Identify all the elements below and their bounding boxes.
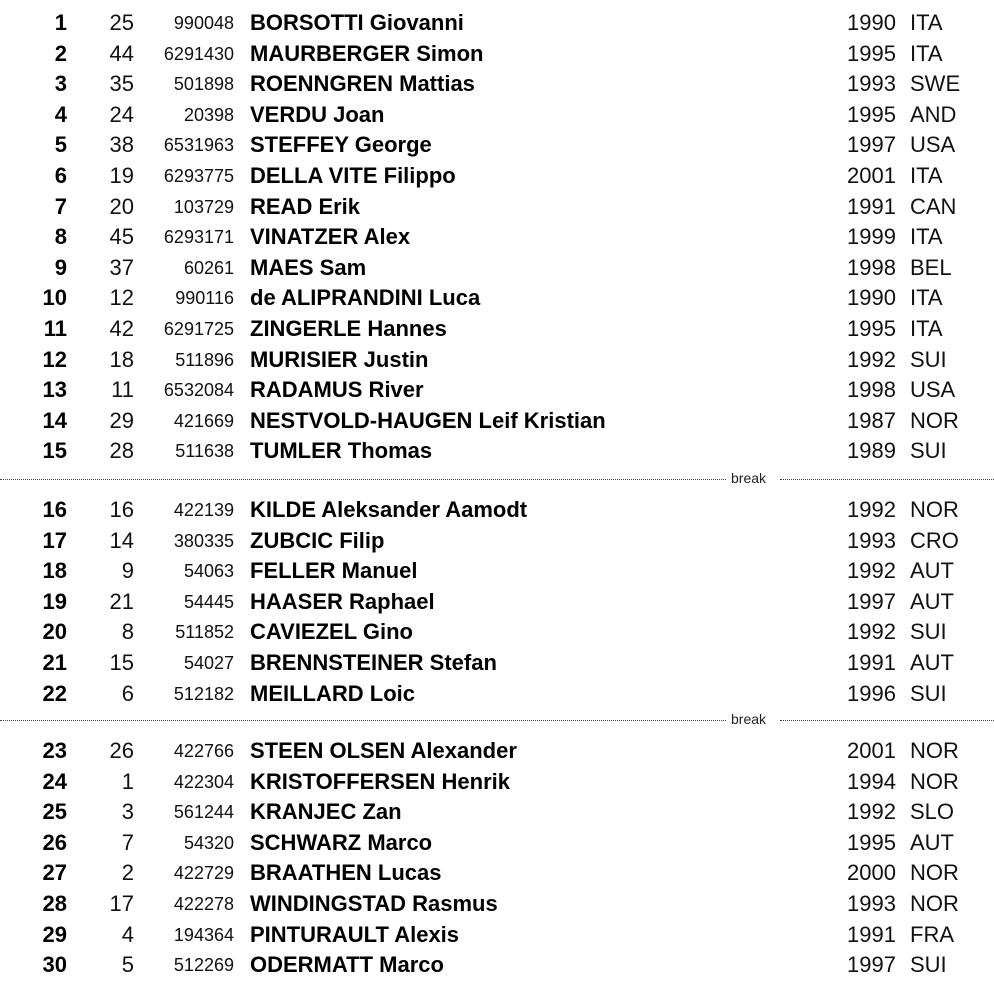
athlete-name: ROENNGREN Mattias [250, 71, 475, 97]
birth-year-cell: 1995 [847, 316, 896, 341]
fis-code-cell: 501898 [173, 74, 234, 95]
birth-year-cell: 1991 [847, 650, 896, 675]
athlete-name: KRISTOFFERSEN Henrik [250, 768, 510, 794]
birth-year-cell: 1990 [847, 10, 896, 35]
nation-cell: SUI [910, 438, 947, 464]
result-row [0, 69, 994, 99]
divider-line-right [780, 479, 994, 480]
fis-code-cell: 6291725 [163, 319, 234, 339]
athlete-name: FELLER Manuel [250, 558, 418, 584]
fis-code-cell: 422278 [173, 894, 234, 914]
bib-cell: 21 [109, 588, 134, 614]
bib-cell: 11 [111, 377, 134, 403]
bib-cell: 12 [109, 285, 134, 311]
result-row [0, 406, 994, 436]
result-row [0, 436, 994, 466]
rank-cell: 18 [42, 558, 67, 584]
result-row [0, 858, 994, 888]
rank-cell: 5 [54, 132, 67, 158]
birth-year-cell: 1992 [847, 619, 896, 645]
birth-year-cell: 1992 [847, 346, 896, 372]
fis-code-cell: 60261 [183, 257, 234, 278]
fis-code-cell: 6531963 [163, 135, 234, 156]
nation-cell: SUI [910, 619, 947, 645]
bib-cell: 9 [121, 558, 134, 584]
bib-cell: 20 [109, 193, 134, 219]
fis-code-cell: 422304 [173, 771, 234, 792]
nation-cell: SUI [910, 680, 947, 706]
break-divider [0, 472, 994, 486]
birth-year-cell: 1996 [847, 680, 896, 706]
nation-cell: CAN [910, 193, 957, 219]
athlete-name: MAES Sam [250, 254, 367, 280]
athlete-name: MURISIER Justin [250, 346, 429, 372]
birth-year-cell: 1997 [847, 952, 896, 978]
athlete-name: TUMLER Thomas [250, 438, 433, 464]
rank-cell: 8 [54, 224, 67, 250]
nation-cell: SWE [910, 71, 961, 97]
nation-cell: AUT [910, 588, 954, 614]
bib-cell: 37 [109, 254, 134, 280]
nation-cell: USA [910, 132, 956, 158]
athlete-name: BRAATHEN Lucas [250, 860, 442, 886]
result-row [0, 192, 994, 222]
result-row [0, 161, 994, 191]
result-row [0, 556, 994, 586]
bib-cell: 25 [109, 10, 134, 35]
result-row [0, 495, 994, 525]
rank-cell: 26 [42, 829, 67, 855]
athlete-name: VINATZER Alex [250, 224, 411, 250]
nation-cell: SLO [910, 799, 955, 825]
result-row [0, 679, 994, 709]
break-divider [0, 713, 994, 727]
birth-year-cell: 2001 [847, 163, 896, 188]
birth-year-cell: 1997 [847, 132, 896, 158]
fis-code-cell: 54063 [183, 561, 234, 582]
fis-code-cell: 990116 [175, 288, 234, 309]
birth-year-cell: 1987 [847, 407, 896, 433]
nation-cell: BEL [910, 254, 952, 280]
bib-cell: 29 [109, 407, 134, 433]
bib-cell: 16 [109, 497, 134, 522]
fis-code-cell: 511852 [175, 622, 234, 643]
bib-cell: 26 [109, 738, 134, 763]
fis-code-cell: 990048 [173, 13, 234, 33]
rank-cell: 13 [42, 377, 67, 403]
nation-cell: NOR [910, 407, 959, 433]
nation-cell: SUI [910, 952, 947, 978]
athlete-name: DELLA VITE Filippo [250, 163, 456, 188]
bib-cell: 7 [121, 829, 134, 855]
rank-cell: 27 [42, 860, 67, 886]
result-row [0, 283, 994, 313]
rank-cell: 21 [42, 650, 67, 675]
athlete-name: ZUBCIC Filip [250, 527, 385, 553]
fis-code-cell: 421669 [173, 410, 234, 431]
result-row [0, 526, 994, 556]
result-row [0, 828, 994, 858]
nation-cell: AUT [910, 650, 954, 675]
birth-year-cell: 1997 [847, 588, 896, 614]
rank-cell: 9 [54, 254, 67, 280]
nation-cell: ITA [910, 163, 943, 188]
bib-cell: 19 [109, 163, 134, 188]
athlete-name: MAURBERGER Simon [250, 40, 484, 66]
bib-cell: 24 [109, 101, 134, 127]
bib-cell: 45 [109, 224, 134, 250]
bib-cell: 6 [121, 680, 134, 706]
break-label: break [731, 470, 767, 486]
nation-cell: ITA [910, 316, 943, 341]
fis-code-cell: 54320 [183, 832, 234, 853]
fis-code-cell: 6293775 [163, 166, 234, 186]
bib-cell: 44 [109, 40, 134, 66]
birth-year-cell: 1995 [847, 829, 896, 855]
result-row [0, 39, 994, 69]
divider-line-left [0, 479, 726, 480]
divider-line-right [780, 720, 994, 721]
result-row [0, 767, 994, 797]
result-row [0, 314, 994, 344]
bib-cell: 28 [109, 438, 134, 464]
birth-year-cell: 1994 [847, 768, 896, 794]
rank-cell: 19 [42, 588, 67, 614]
rank-cell: 4 [54, 101, 67, 127]
fis-code-cell: 6532084 [163, 380, 234, 401]
nation-cell: NOR [910, 497, 959, 522]
birth-year-cell: 1989 [847, 438, 896, 464]
rank-cell: 16 [42, 497, 67, 522]
nation-cell: NOR [910, 860, 959, 886]
fis-code-cell: 6293171 [163, 227, 234, 248]
result-row [0, 100, 994, 130]
nation-cell: AND [910, 101, 957, 127]
athlete-name: MEILLARD Loic [250, 680, 415, 706]
athlete-name: KRANJEC Zan [250, 799, 402, 825]
rank-cell: 23 [42, 738, 67, 763]
fis-code-cell: 194364 [173, 924, 234, 945]
birth-year-cell: 1991 [847, 193, 896, 219]
result-row [0, 130, 994, 160]
athlete-name: STEFFEY George [250, 132, 432, 158]
rank-cell: 30 [42, 952, 67, 978]
divider-line-left [0, 720, 726, 721]
result-row [0, 253, 994, 283]
rank-cell: 17 [42, 527, 67, 553]
rank-cell: 12 [42, 346, 67, 372]
result-row [0, 8, 994, 38]
birth-year-cell: 2000 [847, 860, 896, 886]
fis-code-cell: 20398 [183, 104, 234, 125]
bib-cell: 18 [109, 346, 134, 372]
birth-year-cell: 1991 [847, 921, 896, 947]
bib-cell: 3 [121, 799, 134, 825]
rank-cell: 29 [42, 921, 67, 947]
athlete-name: HAASER Raphael [250, 588, 435, 614]
result-row [0, 222, 994, 252]
rank-cell: 20 [42, 619, 67, 645]
bib-cell: 17 [109, 891, 134, 916]
result-row [0, 889, 994, 919]
birth-year-cell: 1992 [847, 558, 896, 584]
athlete-name: de ALIPRANDINI Luca [250, 285, 481, 311]
athlete-name: KILDE Aleksander Aamodt [250, 497, 528, 522]
nation-cell: ITA [910, 10, 943, 35]
bib-cell: 15 [109, 650, 134, 675]
nation-cell: SUI [910, 346, 947, 372]
nation-cell: FRA [910, 921, 954, 947]
athlete-name: VERDU Joan [250, 101, 385, 127]
result-row [0, 920, 994, 950]
nation-cell: ITA [910, 224, 943, 250]
break-label: break [731, 711, 767, 727]
athlete-name: BRENNSTEINER Stefan [250, 650, 497, 675]
athlete-name: ZINGERLE Hannes [250, 316, 447, 341]
fis-code-cell: 103729 [173, 196, 234, 217]
bib-cell: 1 [121, 768, 134, 794]
fis-code-cell: 512269 [173, 955, 234, 976]
rank-cell: 22 [42, 680, 67, 706]
fis-code-cell: 511896 [175, 349, 234, 370]
nation-cell: AUT [910, 558, 954, 584]
result-row [0, 617, 994, 647]
fis-code-cell: 54027 [183, 653, 234, 673]
birth-year-cell: 1992 [847, 799, 896, 825]
nation-cell: NOR [910, 768, 959, 794]
nation-cell: CRO [910, 527, 959, 553]
fis-code-cell: 561244 [173, 802, 234, 823]
athlete-name: SCHWARZ Marco [250, 829, 433, 855]
athlete-name: CAVIEZEL Gino [250, 619, 413, 645]
fis-code-cell: 422729 [173, 863, 234, 884]
birth-year-cell: 1999 [847, 224, 896, 250]
birth-year-cell: 1993 [847, 527, 896, 553]
fis-code-cell: 6291430 [163, 43, 234, 64]
rank-cell: 24 [42, 768, 67, 794]
birth-year-cell: 1990 [847, 285, 896, 311]
athlete-name: BORSOTTI Giovanni [250, 10, 464, 35]
result-row [0, 375, 994, 405]
result-row [0, 797, 994, 827]
bib-cell: 14 [109, 527, 134, 553]
athlete-name: NESTVOLD-HAUGEN Leif Kristian [250, 407, 606, 433]
result-row [0, 587, 994, 617]
result-row [0, 736, 994, 766]
birth-year-cell: 1995 [847, 40, 896, 66]
nation-cell: ITA [910, 285, 943, 311]
fis-code-cell: 512182 [173, 683, 234, 704]
birth-year-cell: 1993 [847, 71, 896, 97]
rank-cell: 6 [54, 163, 67, 188]
birth-year-cell: 1993 [847, 891, 896, 916]
result-row [0, 648, 994, 678]
nation-cell: AUT [910, 829, 954, 855]
rank-cell: 10 [42, 285, 67, 311]
athlete-name: RADAMUS River [250, 377, 424, 403]
bib-cell: 38 [109, 132, 134, 158]
birth-year-cell: 1992 [847, 497, 896, 522]
rank-cell: 2 [54, 40, 67, 66]
athlete-name: ODERMATT Marco [250, 952, 444, 978]
bib-cell: 35 [109, 71, 134, 97]
nation-cell: NOR [910, 738, 959, 763]
result-row [0, 950, 994, 980]
athlete-name: READ Erik [250, 193, 361, 219]
bib-cell: 4 [121, 921, 134, 947]
birth-year-cell: 1995 [847, 101, 896, 127]
rank-cell: 3 [54, 71, 67, 97]
birth-year-cell: 2001 [847, 738, 896, 763]
athlete-name: PINTURAULT Alexis [250, 921, 460, 947]
bib-cell: 8 [121, 619, 134, 645]
rank-cell: 15 [42, 438, 67, 464]
athlete-name: STEEN OLSEN Alexander [250, 738, 517, 763]
bib-cell: 2 [121, 860, 134, 886]
fis-code-cell: 422139 [173, 500, 234, 520]
athlete-name: WINDINGSTAD Rasmus [250, 891, 498, 916]
fis-code-cell: 54445 [183, 591, 234, 612]
nation-cell: NOR [910, 891, 959, 916]
rank-cell: 28 [42, 891, 67, 916]
rank-cell: 11 [43, 316, 67, 341]
bib-cell: 42 [109, 316, 134, 341]
fis-code-cell: 511638 [175, 441, 234, 462]
bib-cell: 5 [121, 952, 134, 978]
nation-cell: USA [910, 377, 956, 403]
rank-cell: 1 [54, 10, 67, 35]
rank-cell: 7 [54, 193, 67, 219]
birth-year-cell: 1998 [847, 377, 896, 403]
birth-year-cell: 1998 [847, 254, 896, 280]
nation-cell: ITA [910, 40, 943, 66]
rank-cell: 25 [42, 799, 67, 825]
fis-code-cell: 380335 [173, 530, 234, 551]
fis-code-cell: 422766 [173, 741, 234, 761]
result-row [0, 345, 994, 375]
rank-cell: 14 [42, 407, 67, 433]
